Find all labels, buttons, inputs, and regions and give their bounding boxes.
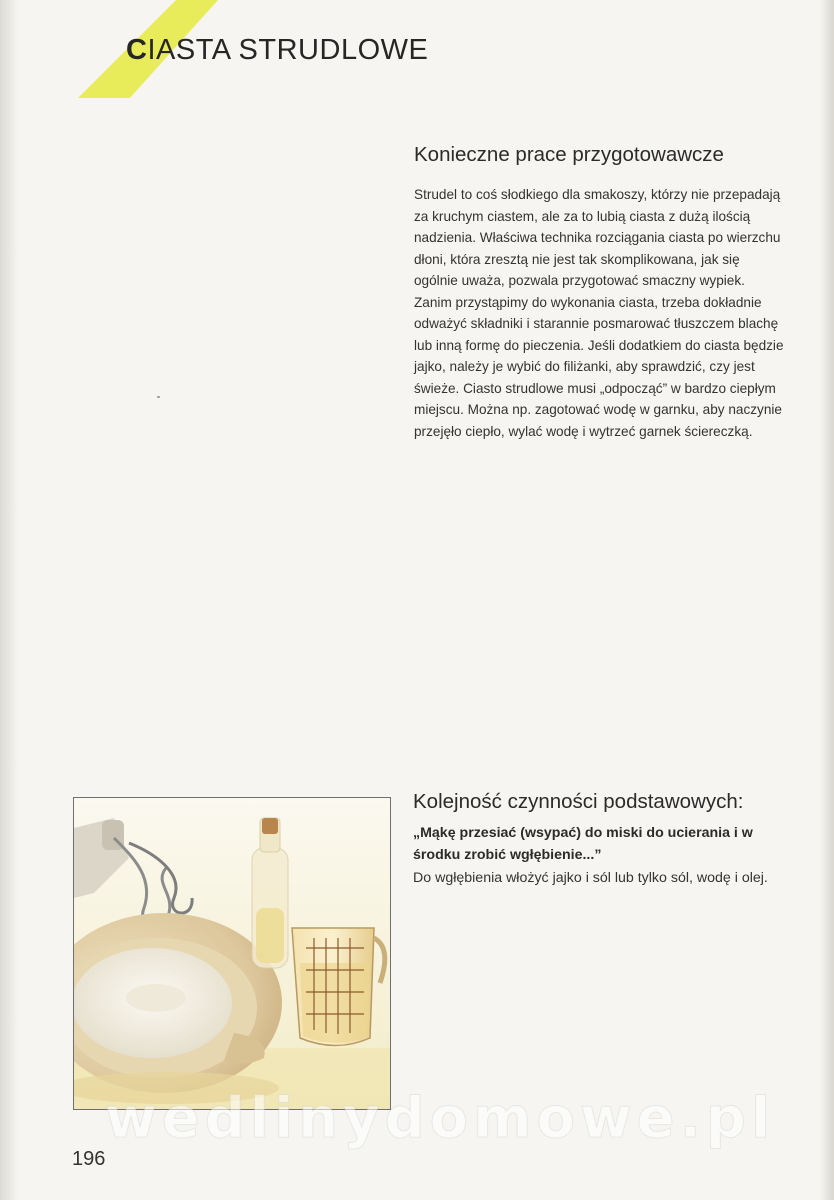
steps-heading: Kolejność czynności podstawowych:: [413, 790, 744, 813]
step-text: Do wgłębienia włożyć jajko i sól lub tylko sól, wodę i olej.: [413, 870, 768, 886]
flour-bowl-mixer-illustration: [74, 798, 390, 1109]
step-quote: „Mąkę przesiać (wsypać) do miski do ucierania i w środku zrobić wgłębienie...”: [413, 825, 753, 863]
section-title: [126, 34, 428, 67]
page-number: 196: [72, 1148, 106, 1170]
page-shadow-right: [820, 0, 834, 1200]
watermark: wedlinydomowe.pl: [105, 1086, 776, 1151]
paper-speck: [157, 396, 160, 398]
preparation-body: Strudel to coś słodkiego dla smakoszy, którzy nie przepadają za kruchym ciastem, ale za to lubią ciasta z dużą ilością nadzienia. Właściwa technika rozciągania ciasta po wierzchu dłoni, która zresztą nie jest tak skomplikowana, jak się ogólnie uważa, pozwala przygotować smaczny wypiek. Zanim przystąpimy do wykonania ciasta, trzeba dokładnie odważyć składniki i starannie posmarować tłuszczem blachę lub inną formę do pieczenia. Jeśli dodatkiem do ciasta będzie jajko, należy je wybić do filiżanki, aby sprawdzić, czy jest świeże. Ciasto strudlowe musi „odpocząć” w bardzo ciepłym miejscu. Można np. zagotować wodę w garnku, aby naczynie przejęło ciepło, wylać wodę i wytrzeć garnek ściereczką.: [414, 187, 784, 439]
section-title-initial: C: [126, 34, 148, 66]
preparation-heading: Konieczne prace przygotowawcze: [414, 143, 724, 166]
page-shadow-left: [0, 0, 18, 1200]
recipe-photo: [73, 797, 391, 1110]
section-title-rest: IASTA STRUDLOWE: [147, 34, 429, 66]
